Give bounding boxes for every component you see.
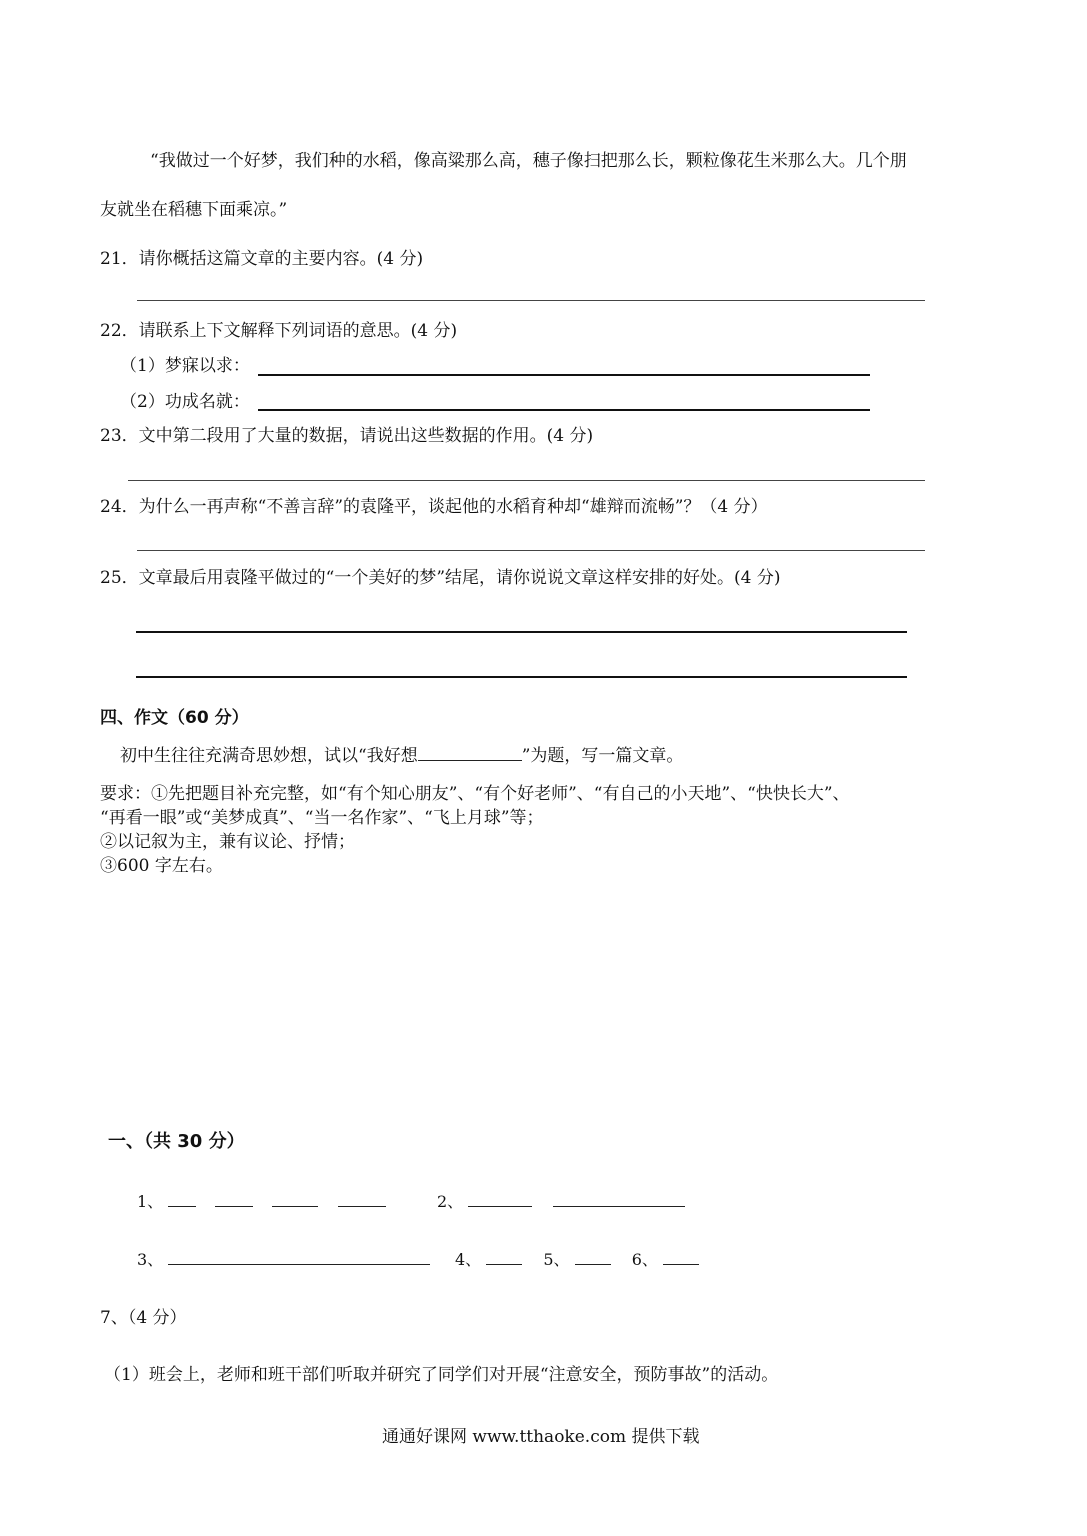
- essay-title-blank: [418, 745, 522, 761]
- item-1-blank-a: [168, 1192, 196, 1207]
- answer-line-25-b: [136, 676, 907, 678]
- essay-heading: 四、作文（60 分）: [100, 708, 249, 728]
- item-2-label: 2、: [437, 1192, 464, 1211]
- item-2-blank-a: [468, 1192, 532, 1207]
- item-6-blank: [663, 1250, 699, 1265]
- item-2-blank-b: [553, 1192, 685, 1207]
- item-4-blank: [486, 1250, 522, 1265]
- item-1-blank-d: [338, 1192, 386, 1207]
- question-22: 22．请联系上下文解释下列词语的意思。(4 分): [100, 321, 458, 341]
- question-25: 25．文章最后用袁隆平做过的“一个美好的梦”结尾，请你说说文章这样安排的好处。(4 分): [100, 568, 781, 588]
- passage-line-2: 友就坐在稻穗下面乘凉。”: [100, 200, 288, 220]
- item-4-label: 4、: [455, 1250, 482, 1269]
- essay-requirement-2: “再看一眼”或“美梦成真”、“当一名作家”、“飞上月球”等；: [100, 808, 544, 828]
- essay-prompt-before: 初中生往往充满奇思妙想，试以“我好想: [120, 746, 418, 766]
- answer-line-23: [128, 480, 925, 481]
- item-7-label: 7、（4 分）: [100, 1308, 187, 1328]
- item-1-blank-c: [272, 1192, 318, 1207]
- answer-line-22-1: [258, 374, 870, 376]
- item-1-label: 1、: [137, 1192, 164, 1211]
- item-3-blank: [168, 1250, 430, 1265]
- answer-line-22-2: [258, 409, 870, 411]
- answer-row-4-6: [455, 1249, 699, 1271]
- item-5-label: 5、: [543, 1250, 570, 1269]
- answer-line-24: [137, 550, 925, 551]
- item-6-label: 6、: [631, 1250, 658, 1269]
- item-3-label: 3、: [137, 1250, 164, 1269]
- essay-prompt: [120, 745, 683, 767]
- question-22-part-1: （1）梦寐以求：: [120, 356, 250, 376]
- question-23: 23．文中第二段用了大量的数据，请说出这些数据的作用。(4 分): [100, 426, 594, 446]
- passage-line-1: “我做过一个好梦，我们种的水稻，像高粱那么高，穗子像扫把那么长，颗粒像花生米那么大。几个朋: [150, 151, 907, 171]
- page-footer: 通通好课网 www.tthaoke.com 提供下载: [382, 1427, 700, 1447]
- question-24: 24．为什么一再声称“不善言辞”的袁隆平，谈起他的水稻育种却“雄辩而流畅”？（4 分）: [100, 497, 768, 517]
- item-5-blank: [575, 1250, 611, 1265]
- item-7-part-1: （1）班会上，老师和班干部们听取并研究了同学们对开展“注意安全，预防事故”的活动。: [104, 1365, 779, 1385]
- question-22-part-2: （2）功成名就：: [120, 392, 250, 412]
- answer-sheet-heading: 一、（共 30 分）: [108, 1131, 245, 1152]
- essay-requirement-4: ③600 字左右。: [100, 856, 223, 876]
- answer-row-2: [437, 1191, 685, 1213]
- answer-line-25-a: [136, 631, 907, 633]
- answer-line-21: [137, 300, 925, 301]
- answer-row-3: [137, 1249, 430, 1271]
- question-21: 21．请你概括这篇文章的主要内容。(4 分): [100, 249, 424, 269]
- answer-row-1: [137, 1191, 386, 1213]
- essay-prompt-after: ”为题，写一篇文章。: [521, 746, 684, 766]
- essay-requirement-1: 要求：①先把题目补充完整，如“有个知心朋友”、“有个好老师”、“有自己的小天地”、“快快长大”、: [100, 784, 850, 804]
- item-1-blank-b: [215, 1192, 253, 1207]
- essay-requirement-3: ②以记叙为主，兼有议论、抒情；: [100, 832, 355, 852]
